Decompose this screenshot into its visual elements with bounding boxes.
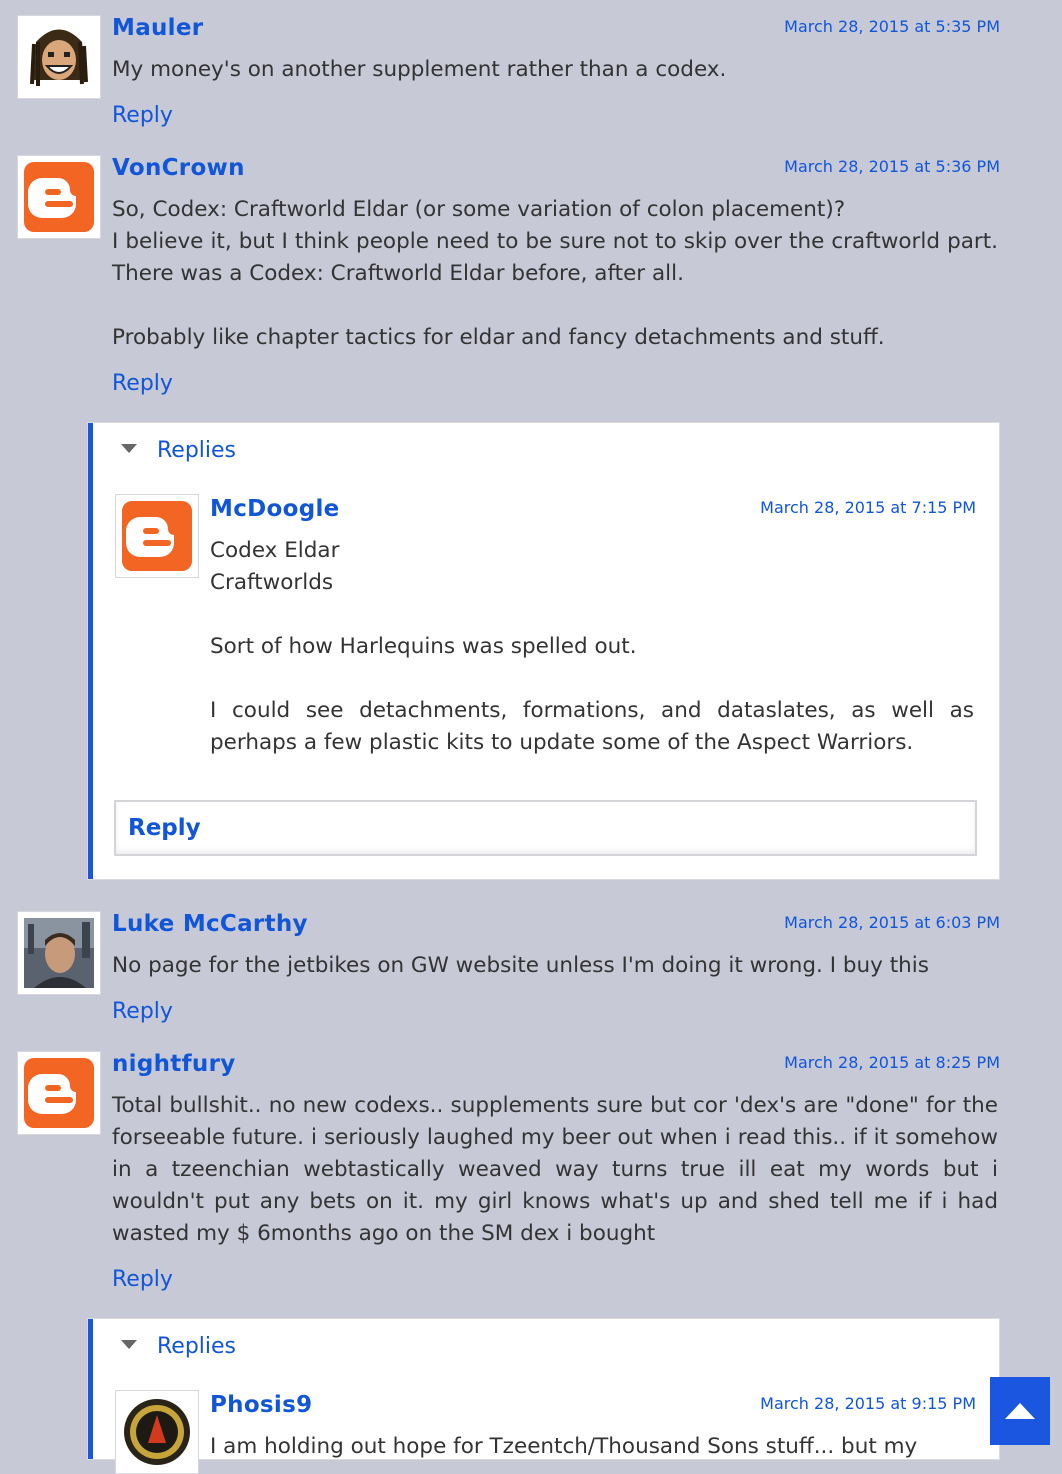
reply-link[interactable]: Reply	[112, 103, 173, 128]
comment-line: Sort of how Harlequins was spelled out.	[210, 634, 637, 659]
comment-line: Total bullshit.. no new codexs.. supplements sure but cor 'dex's are "done" for the forseeable future. i seriously laughed my beer out when i read this.. if it somehow in a tzeenchian webtastically weaved way turns true ill eat my words but i wouldn't put any bets on it. my girl knows what's up and shed tell me if i had wasted my $ 6months ago on the SM dex i bought	[112, 1093, 998, 1246]
replies-toggle[interactable]	[121, 438, 236, 463]
reply-link[interactable]: Reply	[112, 371, 173, 396]
comment	[0, 140, 1062, 420]
comment-body	[210, 1431, 974, 1463]
comment-line: No page for the jetbikes on GW website unless I'm doing it wrong. I buy this	[112, 953, 929, 978]
comment-line: Probably like chapter tactics for eldar and fancy detachments and stuff.	[112, 325, 885, 350]
replies-toggle[interactable]	[121, 1334, 236, 1359]
replies-thread	[88, 423, 999, 879]
comment-date[interactable]: March 28, 2015 at 7:15 PM	[760, 498, 976, 517]
comment-line: Craftworlds	[210, 570, 334, 595]
comment-date[interactable]: March 28, 2015 at 6:03 PM	[784, 913, 1000, 932]
comment-line: I believe it, but I think people need to be sure not to skip over the craftworld part. There was a Codex: Craftworld Eldar before, after all.	[112, 229, 998, 286]
comment-line: My money's on another supplement rather than a codex.	[112, 57, 727, 82]
blogger-icon	[122, 501, 192, 571]
blogger-icon	[24, 162, 94, 232]
avatar[interactable]	[115, 494, 199, 578]
avatar[interactable]	[17, 1051, 101, 1135]
reply-box-button[interactable]: Reply	[114, 800, 977, 856]
replies-label: Replies	[157, 1334, 237, 1359]
comment-author[interactable]: VonCrown	[112, 155, 245, 181]
comment-author[interactable]: Mauler	[112, 15, 204, 41]
replies-label: Replies	[157, 438, 237, 463]
replies-thread	[88, 1319, 999, 1459]
comment-date[interactable]: March 28, 2015 at 5:36 PM	[784, 157, 1000, 176]
avatar[interactable]	[115, 1390, 199, 1474]
comment	[0, 1036, 1062, 1316]
user-photo	[24, 918, 94, 988]
comment-date[interactable]: March 28, 2015 at 9:15 PM	[760, 1394, 976, 1413]
comment-author[interactable]: Luke McCarthy	[112, 911, 308, 937]
comment-body	[112, 54, 998, 86]
reply-link[interactable]: Reply	[112, 1267, 173, 1292]
arrow-up-icon	[1003, 1401, 1037, 1421]
comment-body	[112, 950, 998, 982]
comment-line: So, Codex: Craftworld Eldar (or some variation of colon placement)?	[112, 197, 846, 222]
comment-line: Codex Eldar	[210, 538, 340, 563]
triangle-down-icon	[121, 1340, 137, 1349]
comment	[0, 896, 1062, 1036]
avatar[interactable]	[17, 15, 101, 99]
comment-author[interactable]: Phosis9	[210, 1392, 313, 1418]
comment-body	[112, 1090, 998, 1250]
avatar[interactable]	[17, 911, 101, 995]
avatar[interactable]	[17, 155, 101, 239]
comment-line: I am holding out hope for Tzeentch/Thousand Sons stuff... but my	[210, 1434, 918, 1459]
comment-body	[210, 535, 974, 759]
comment-line: I could see detachments, formations, and dataslates, as well as perhaps a few plastic kits to update some of the Aspect Warriors.	[210, 698, 974, 755]
comment	[0, 0, 1062, 140]
blogger-icon	[24, 1058, 94, 1128]
triangle-down-icon	[121, 444, 137, 453]
comment-date[interactable]: March 28, 2015 at 8:25 PM	[784, 1053, 1000, 1072]
battalion-emblem	[122, 1397, 192, 1467]
comment-author[interactable]: nightfury	[112, 1051, 236, 1077]
reply-link[interactable]: Reply	[112, 999, 173, 1024]
comment-body	[112, 194, 998, 354]
comment-date[interactable]: March 28, 2015 at 5:35 PM	[784, 17, 1000, 36]
comment-author[interactable]: McDoogle	[210, 496, 340, 522]
dreadlocks-face-icon	[24, 22, 94, 92]
scroll-to-top-button[interactable]	[990, 1377, 1050, 1445]
